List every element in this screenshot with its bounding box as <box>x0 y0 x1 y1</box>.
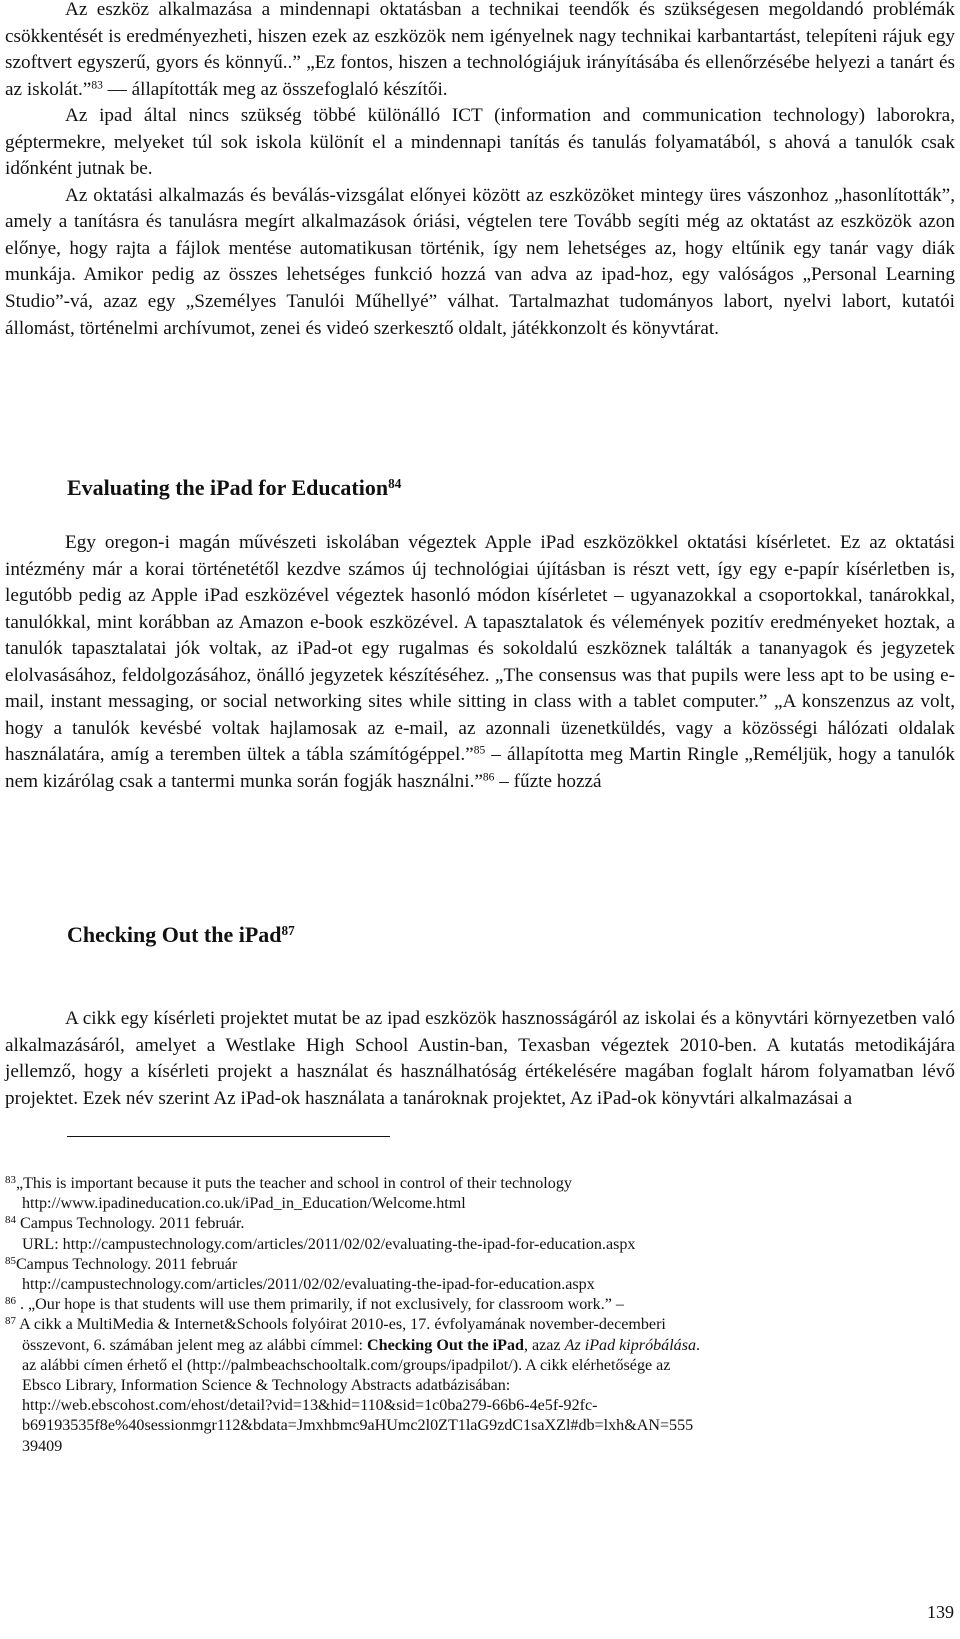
footnote-87-line-4: Ebsco Library, Information Science & Technology Abstracts adatbázisában: <box>22 1377 511 1395</box>
section-heading-evaluating <box>67 473 401 503</box>
footnote-84 <box>5 1214 955 1234</box>
footnote-text: A cikk a MultiMedia & Internet&Schools folyóirat 2010-es, 17. évfolyamának november-decemberi <box>19 1316 666 1334</box>
footnote-text: Campus Technology. 2011 február. <box>19 1215 245 1233</box>
paragraph-2: Az ipad által nincs szükség többé különálló ICT (information and communication technology) laborokra, géptermekre, melyeket túl sok iskola különít el a mindennapi tanítás és tanulás folyamatából, s ahová a tanulók csak időnként jutnak be. <box>5 105 955 180</box>
footnote-number: 85 <box>5 1254 16 1267</box>
footnote-85-url: http://campustechnology.com/articles/2011/02/02/evaluating-the-ipad-for-education.aspx <box>22 1276 595 1294</box>
footnote-article-title: Checking Out the iPad <box>367 1336 524 1354</box>
footnote-87-line-3: az alábbi címen érhető el (http://palmbeachschooltalk.com/groups/ipadpilot/). A cikk elérhetősége az <box>22 1356 671 1374</box>
body-text-middle <box>5 530 955 795</box>
paragraph-1 <box>5 0 955 103</box>
footnote-ref-86: 86 <box>482 771 495 784</box>
footnote-separator <box>67 1136 390 1137</box>
footnote-87-line-6: b69193535f8e%40sessionmgr112&bdata=Jmxhbmc9aHUmc2l0ZT1laG9zdC1saXZl#db=lxh&AN=555 <box>22 1417 694 1435</box>
footnote-84-url: URL: http://campustechnology.com/articles/2011/02/02/evaluating-the-ipad-for-education.aspx <box>22 1235 636 1253</box>
footnote-87 <box>5 1315 955 1335</box>
footnote-87-line-5: http://web.ebscohost.com/ehost/detail?vid=13&hid=110&sid=1c0ba279-66b6-4e5f-92fc- <box>22 1397 598 1415</box>
body-text-top <box>5 0 955 342</box>
paragraph-1-quote: ” „Ez fontos, hiszen a technológiájuk irányításába és ellenőrzésébe helyezi a tanárt és az iskolát.” <box>5 52 955 100</box>
page-number: 139 <box>927 1602 954 1622</box>
footnote-87-line-7: 39409 <box>22 1437 63 1455</box>
paragraph-4-main: Egy oregon-i magán művészeti iskolában végeztek Apple iPad eszközökkel oktatási kísérletet. Ez az oktatási intézmény már a korai történetétől kezdve számos új technológiai újításban is részt vett, így egy e-papír kísérletben is, legutóbb pedig az Apple iPad eszközével végeztek hasonló módon kísérletet – ugyanazokkal a csoportokkal, tanárokkal, tanulókkal, mint korábban az Amazon e-book eszközével. A tapasztalatok és vélemények pozitív eredményeket hoztak, a tanulók tapasztalatai jók voltak, az iPad-ot egy rugalmas és sokoldalú eszköznek találták a tananyagok és jegyzetek elolvasásához, feldolgozásához, önálló jegyzetek készítéséhez. „The consensus was that pupils were less apt to be using e-mail, instant messaging, or social networking sites while sitting in class with a tablet computer.” „A konszenzus az volt, hogy a tanulók kevésbé voltak hajlamosak az e-mail, az azonnali üzenetküldés, vagy a közösségi hálózati oldalak használatára, amíg a teremben ültek a tábla számítógéppel.” <box>5 532 955 766</box>
footnote-83-url: http://www.ipadineducation.co.uk/iPad_in_Education/Welcome.html <box>22 1195 466 1213</box>
footnote-text: „This is important because it puts the teacher and school in control of their technology <box>15 1175 572 1192</box>
body-text-bottom <box>5 1006 955 1112</box>
heading-1-text: Evaluating the iPad for Education <box>67 475 389 500</box>
paragraph-4-attribution: – állapította meg Martin Ringle „Reméljük, hogy a tanulók nem kizárólag csak a tantermi munka során fogják használni.” <box>5 744 955 792</box>
footnote-article-title-hu: Az iPad kipróbálása <box>564 1336 697 1354</box>
footnote-ref-84: 84 <box>388 475 402 491</box>
paragraph-4-end: – fűzte hozzá <box>499 770 602 792</box>
paragraph-4 <box>5 530 955 795</box>
paragraph-5: A cikk egy kísérleti projektet mutat be az ipad eszközök hasznosságáról az iskolai és a könyvtári környezetben való alkalmazásáról, amelyet a Westlake High School Austin-ban, Texasban végeztek 2010-ben. A kutatás metodikájára jellemző, hogy a kísérleti projekt a használat és használhatóság értékelésére magában foglalt három folyamatban lévő projektet. Ezek név szerint Az iPad-ok használata a tanároknak projektet, Az iPad-ok könyvtári alkalmazásai a <box>5 1008 955 1109</box>
footnote-text: Campus Technology. 2011 február <box>15 1255 238 1273</box>
footnote-text: . „Our hope is that students will use them primarily, if not exclusively, for classroom work.” – <box>19 1296 624 1314</box>
footnote-number: 86 <box>5 1295 16 1308</box>
footnote-text: . <box>696 1336 701 1354</box>
footnotes <box>5 1174 955 1457</box>
footnote-text: , azaz <box>523 1336 561 1354</box>
section-heading-checking-out <box>67 920 295 950</box>
heading-2-text: Checking Out the iPad <box>67 922 282 947</box>
footnote-number: 84 <box>5 1214 16 1227</box>
footnote-number: 83 <box>5 1174 16 1187</box>
footnote-ref-83: 83 <box>91 79 103 92</box>
paragraph-3: Az oktatási alkalmazás és beválás-vizsgálat előnyei között az eszközöket mintegy üres vászonhoz „hasonlították”, amely a tanításra és tanulásra megírt alkalmazások óriási, végtelen tere Tovább segíti még az oktatást az eszközök azon előnye, hogy rajta a fájlok mentése automatikusan történik, így nem lehetséges az, hogy eltűnik egy tanár vagy diák munkája. Amikor pedig az összes lehetséges funkció hozzá van adva az ipad-hoz, egy valóságos „Personal Learning Studio”-vá, azaz egy „Személyes Tanulói Műhellyé” válhat. Tartalmazhat tudományos labort, nyelvi labort, kutatói állomást, történelmi archívumot, zenei és videó szerkesztő oldalt, játékkonzolt és könyvtárat. <box>5 184 955 339</box>
paragraph-1-end: –– állapították meg az összefoglaló készítői. <box>107 78 448 100</box>
footnote-85 <box>5 1255 955 1275</box>
footnote-text: összevont, 6. számában jelent meg az alábbi címmel: <box>22 1336 363 1354</box>
footnote-ref-85: 85 <box>473 745 486 758</box>
footnote-83 <box>5 1174 955 1194</box>
footnote-ref-87: 87 <box>281 922 295 938</box>
footnote-86 <box>5 1295 955 1315</box>
paragraph-1-intro: Az eszköz alkalmazása a mindennapi oktatásban a technikai teendők és szükségesen megoldandó problémák csökkentését is eredményezheti, hiszen ezek az eszközök nem igényelnek nagy technikai karbantartást, telepíteni rájuk egy szoftvert egyszerű, gyors és könnyű.. <box>5 0 955 74</box>
footnote-number: 87 <box>5 1315 16 1328</box>
footnote-87-line-2 <box>5 1336 955 1356</box>
